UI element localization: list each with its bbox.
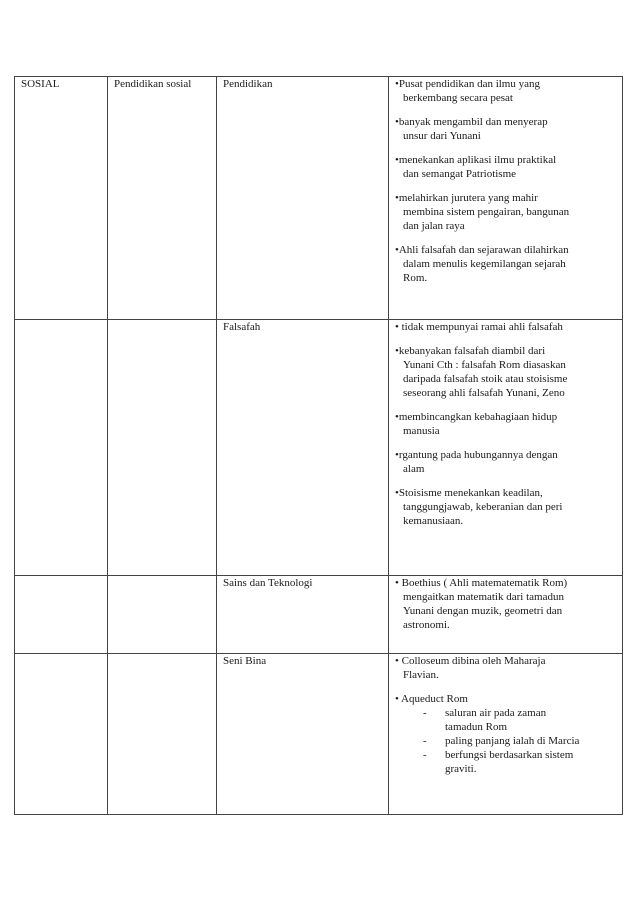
bullet-text: • Colloseum dibina oleh Maharaja bbox=[395, 655, 546, 667]
bullet-point bbox=[395, 692, 616, 706]
bullet-text: •rgantung pada hubungannya dengan bbox=[395, 449, 558, 461]
sub-list bbox=[423, 706, 616, 776]
subcategory-cell: Pendidikan sosial bbox=[108, 77, 217, 320]
table-row bbox=[15, 320, 623, 576]
topic-cell: Falsafah bbox=[217, 320, 389, 576]
topic-cell: Seni Bina bbox=[217, 654, 389, 815]
bullet-text: •Pusat pendidikan dan ilmu yang bbox=[395, 78, 540, 90]
bullet-text: •kebanyakan falsafah diambil dari bbox=[395, 345, 546, 357]
points-cell bbox=[389, 576, 623, 654]
bullet-text: •menekankan aplikasi ilmu praktikal bbox=[395, 154, 557, 166]
table-row bbox=[15, 654, 623, 815]
bullet-continuation: astronomi. bbox=[403, 619, 450, 631]
sub-list-item bbox=[423, 734, 616, 748]
bullet-point bbox=[395, 486, 616, 528]
bullet-text: •banyak mengambil dan menyerap bbox=[395, 116, 548, 128]
bullet-point bbox=[395, 410, 616, 438]
topic-cell: Pendidikan bbox=[217, 77, 389, 320]
bullet-text: •membincangkan kebahagiaan hidup bbox=[395, 411, 558, 423]
topic-cell: Sains dan Teknologi bbox=[217, 576, 389, 654]
bullet-continuation: alam bbox=[403, 463, 425, 475]
subcategory-cell bbox=[108, 320, 217, 576]
points-cell bbox=[389, 654, 623, 815]
table-row bbox=[15, 77, 623, 320]
bullet-continuation: kemanusiaan. bbox=[403, 515, 464, 527]
sub-item-line: - saluran air pada zaman bbox=[445, 707, 547, 719]
bullet-point bbox=[395, 448, 616, 476]
category-cell bbox=[15, 654, 108, 815]
bullet-continuation: seseorang ahli falsafah Yunani, Zeno bbox=[403, 387, 565, 399]
bullet-continuation: manusia bbox=[403, 425, 440, 437]
bullet-continuation: dan jalan raya bbox=[403, 220, 465, 232]
bullet-continuation: dalam menulis kegemilangan sejarah bbox=[403, 258, 566, 270]
bullet-text: •melahirkan jurutera yang mahir bbox=[395, 192, 538, 204]
category-cell: SOSIAL bbox=[15, 77, 108, 320]
bullet-continuation: Flavian. bbox=[403, 669, 439, 681]
bullet-text: • Boethius ( Ahli matematematik Rom) bbox=[395, 577, 568, 589]
bullet-text: • Aqueduct Rom bbox=[395, 693, 468, 705]
points-cell bbox=[389, 77, 623, 320]
bullet-point bbox=[395, 576, 616, 632]
content-table bbox=[14, 76, 623, 815]
table-row bbox=[15, 576, 623, 654]
bullet-continuation: Yunani dengan muzik, geometri dan bbox=[403, 605, 563, 617]
sub-list-item bbox=[423, 706, 616, 734]
bullet-continuation: mengaitkan matematik dari tamadun bbox=[403, 591, 564, 603]
bullet-continuation: Rom. bbox=[403, 272, 428, 284]
bullet-point bbox=[395, 243, 616, 285]
bullet-point bbox=[395, 654, 616, 682]
category-cell bbox=[15, 576, 108, 654]
bullet-text: •Ahli falsafah dan sejarawan dilahirkan bbox=[395, 244, 569, 256]
sub-item-line: - paling panjang ialah di Marcia bbox=[445, 735, 580, 747]
bullet-continuation: Yunani Cth : falsafah Rom diasaskan bbox=[403, 359, 566, 371]
bullet-point bbox=[395, 115, 616, 143]
bullet-text: •Stoisisme menekankan keadilan, bbox=[395, 487, 543, 499]
category-cell bbox=[15, 320, 108, 576]
bullet-point bbox=[395, 153, 616, 181]
bullet-continuation: berkembang secara pesat bbox=[403, 92, 513, 104]
subcategory-cell bbox=[108, 576, 217, 654]
sub-item-line: - berfungsi berdasarkan sistem bbox=[445, 749, 574, 761]
sub-item-line: graviti. bbox=[445, 763, 477, 775]
subcategory-cell bbox=[108, 654, 217, 815]
sub-item-line: tamadun Rom bbox=[445, 721, 508, 733]
bullet-continuation: daripada falsafah stoik atau stoisisme bbox=[403, 373, 568, 385]
bullet-point bbox=[395, 77, 616, 105]
bullet-point bbox=[395, 191, 616, 233]
bullet-point bbox=[395, 320, 616, 334]
points-cell bbox=[389, 320, 623, 576]
bullet-continuation: unsur dari Yunani bbox=[403, 130, 481, 142]
bullet-point bbox=[395, 344, 616, 400]
bullet-continuation: dan semangat Patriotisme bbox=[403, 168, 517, 180]
bullet-text: • tidak mempunyai ramai ahli falsafah bbox=[395, 321, 563, 333]
bullet-continuation: membina sistem pengairan, bangunan bbox=[403, 206, 570, 218]
sub-list-item bbox=[423, 748, 616, 776]
bullet-continuation: tanggungjawab, keberanian dan peri bbox=[403, 501, 563, 513]
